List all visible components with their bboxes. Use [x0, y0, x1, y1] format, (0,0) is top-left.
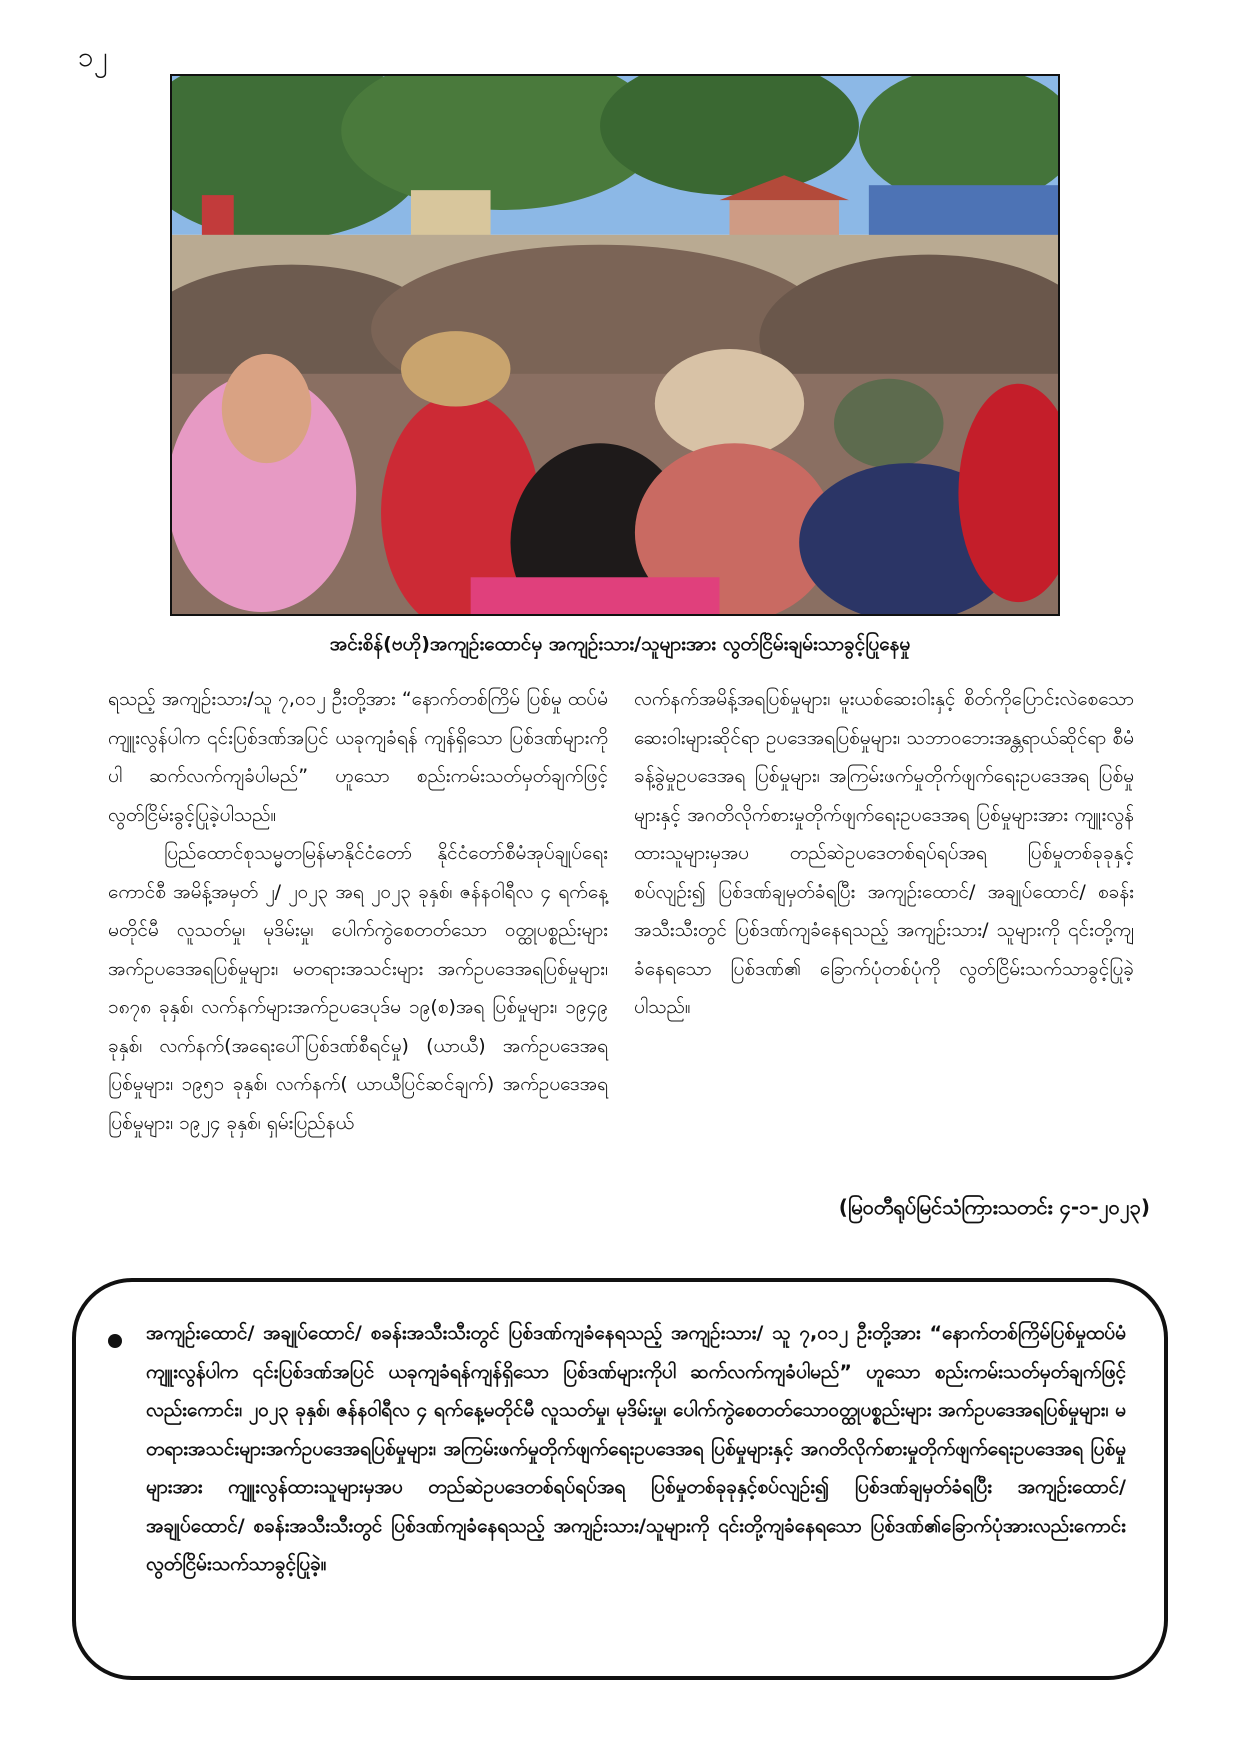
person-face: [222, 354, 312, 463]
article-paragraph: ပြည်ထောင်စုသမ္မတမြန်မာနိုင်ငံတော် နိုင်ငံတော်စီမံအုပ်ချုပ်ရေးကောင်စီ အမိန့်အမှတ် ၂/ ၂၀၂၃ အရ ၂၀၂၃ ခုနှစ်၊ ဇန်နဝါရီလ ၄ ရက်နေ့မတိုင်မီ လူသတ်မှု၊ မုဒိမ်းမှု၊ ပေါက်ကွဲစေတတ်သော ဝတ္ထုပစ္စည်းများ အက်ဥပဒေအရပြစ်မှုများ၊ မတရားအသင်းများ အက်ဥပဒေအရပြစ်မှုများ၊ ၁၈၇၈ ခုနှစ်၊ လက်နက်များအက်ဥပဒေပုဒ်မ ၁၉(စ)အရ ပြစ်မှုများ၊ ၁၉၄၉ ခုနှစ်၊ လက်နက်(အရေးပေါ်ပြစ်ဒဏ်စီရင်မှု) (ယာယီ) အက်ဥပဒေအရ ပြစ်မှုများ၊ ၁၉၅၁ ခုနှစ်၊ လက်နက်( ယာယီပြင်ဆင်ချက်) အက်ဥပဒေအရပြစ်မှုများ၊ ၁၉၂၄ ခုနှစ်၊ ရှမ်းပြည်နယ်: [108, 842, 608, 1134]
article-column-left: [108, 680, 608, 1142]
sun-hat: [655, 349, 804, 458]
photo-caption: အင်းစိန်(ဗဟို)အကျဉ်းထောင်မှ အကျဉ်းသား/သူများအား လွတ်ငြိမ်းချမ်းသာခွင့်ပြုနေမှု: [329, 633, 911, 655]
summary-text: အကျဉ်းထောင်/ အချုပ်ထောင်/ စခန်းအသီးသီးတွင် ပြစ်ဒဏ်ကျခံနေရသည့် အကျဉ်းသား/ သူ ၇,၀၁၂ ဦးတို့အား “နောက်တစ်ကြိမ်ပြစ်မှုထပ်မံကျူးလွန်ပါက ၎င်းပြစ်ဒဏ်အပြင် ယခုကျခံရန်ကျန်ရှိသော ပြစ်ဒဏ်များကိုပါ ဆက်လက်ကျခံပါမည်” ဟူသော စည်းကမ်းသတ်မှတ်ချက်ဖြင့်လည်းကောင်း၊ ၂၀၂၃ ခုနှစ်၊ ဇန်နဝါရီလ ၄ ရက်နေ့မတိုင်မီ လူသတ်မှု၊ မုဒိမ်းမှု၊ ပေါက်ကွဲစေတတ်သောဝတ္ထုပစ္စည်းများ အက်ဥပဒေအရပြစ်မှုများ၊ မတရားအသင်းများအက်ဥပဒေအရပြစ်မှုများ၊ အကြမ်းဖက်မှုတိုက်ဖျက်ရေးဥပဒေအရ ပြစ်မှုများနှင့် အဂတိလိုက်စားမှုတိုက်ဖျက်ရေးဥပဒေအရ ပြစ်မှုများအား ကျူးလွန်ထားသူများမှအပ တည်ဆဲဥပဒေတစ်ရပ်ရပ်အရ ပြစ်မှုတစ်ခုခုနှင့်စပ်လျဉ်း၍ ပြစ်ဒဏ်ချမှတ်ခံရပြီး အကျဉ်းထောင်/ အချုပ်ထောင်/ စခန်းအသီးသီးတွင် ပြစ်ဒဏ်ကျခံနေရသည့် အကျဉ်းသား/သူများကို ၎င်းတို့ကျခံနေရသော ပြစ်ဒဏ်၏ခြောက်ပုံအားလည်းကောင်း လွတ်ငြိမ်းသက်သာခွင့်ပြုခဲ့။: [146, 1322, 1126, 1575]
summary-box: [72, 1278, 1168, 1680]
green-cap: [834, 379, 944, 468]
crowd-photo-illustration: [172, 76, 1058, 614]
bullet-icon: [108, 1334, 122, 1348]
article-paragraph: ရသည့် အကျဉ်းသား/သူ ၇,၀၁၂ ဦးတို့အား “နောက်တစ်ကြိမ် ပြစ်မှု ထပ်မံကျူးလွန်ပါက ၎င်းပြစ်ဒဏ်အပြင် ယခုကျခံရန် ကျန်ရှိသော ပြစ်ဒဏ်များကိုပါ ဆက်လက်ကျခံပါမည်” ဟူသော စည်းကမ်းသတ်မှတ်ချက်ဖြင့်လွတ်ငြိမ်းခွင့်ပြုခဲ့ပါသည်။: [108, 688, 608, 826]
article-column-right: [634, 680, 1134, 1027]
news-photo: [170, 74, 1060, 616]
person-pink-front: [471, 577, 720, 614]
straw-hat: [401, 331, 511, 406]
page-number: ၁၂: [78, 40, 108, 73]
news-source: (မြဝတီရုပ်မြင်သံကြားသတင်း ၄-၁-၂၀၂၃): [838, 1195, 1150, 1219]
sign-board: [202, 195, 234, 240]
article-paragraph: လက်နက်အမိန့်အရပြစ်မှုများ၊ မူးယစ်ဆေးဝါးနှင့် စိတ်ကိုပြောင်းလဲစေသောဆေးဝါးများဆိုင်ရာ ဥပဒေအရပြစ်မှုများ၊ သဘာဝဘေးအန္တရာယ်ဆိုင်ရာ စီမံခန့်ခွဲမှုဥပဒေအရ ပြစ်မှုများ၊ အကြမ်းဖက်မှုတိုက်ဖျက်ရေးဥပဒေအရ ပြစ်မှုများနှင့် အဂတိလိုက်စားမှုတိုက်ဖျက်ရေးဥပဒေအရ ပြစ်မှုများအား ကျူးလွန်ထားသူများမှအပ တည်ဆဲဥပဒေတစ်ရပ်ရပ်အရ ပြစ်မှုတစ်ခုခုနှင့်စပ်လျဉ်း၍ ပြစ်ဒဏ်ချမှတ်ခံရပြီး အကျဉ်းထောင်/ အချုပ်ထောင်/ စခန်းအသီးသီးတွင် ပြစ်ဒဏ်ကျခံနေရသည့် အကျဉ်းသား/ သူများကို ၎င်းတို့ကျခံနေရသော ပြစ်ဒဏ်၏ ခြောက်ပုံတစ်ပုံကို လွတ်ငြိမ်းသက်သာခွင့်ပြုခဲ့ပါသည်။: [634, 688, 1134, 1018]
